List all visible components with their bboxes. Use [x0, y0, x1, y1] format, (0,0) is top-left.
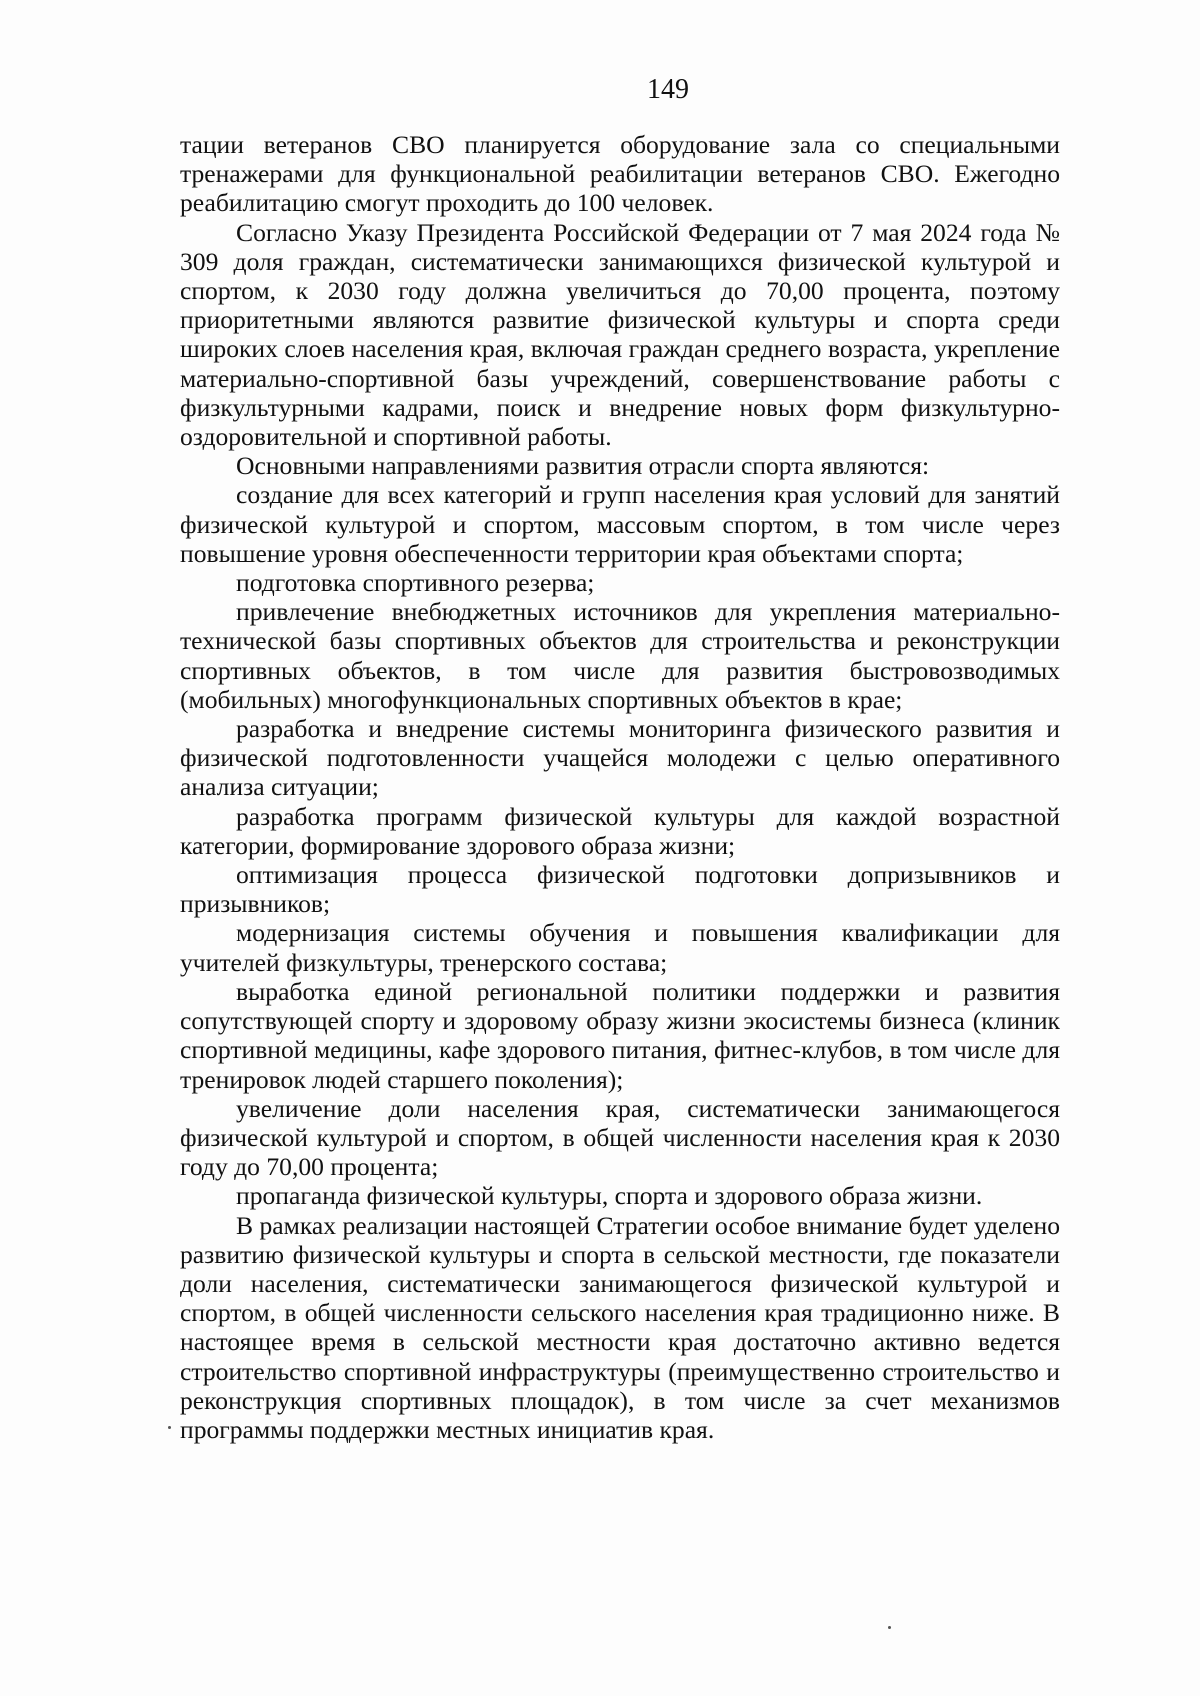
scan-speck: [888, 1626, 891, 1629]
paragraph: В рамках реализации настоящей Стратегии особое внимание будет уделено развитию физической культуры и спорта в сельской местности, где показатели доли населения, систематически занимающегося физической культурой и спортом, в общей численности сельского населения края традиционно ниже. В настоящее время в сельской местности края достаточно активно ведется строительство спортивной инфраструктуры (преимущественно строительство и реконструкция спортивных площадок), в том числе за счет механизмов программы поддержки местных инициатив края.: [180, 1210, 1060, 1444]
list-item: разработка программ физической культуры для каждой возрастной категории, формирование здорового образа жизни;: [180, 801, 1060, 860]
paragraph-continued: тации ветеранов СВО планируется оборудование зала со специальными тренажерами для функциональной реабилитации ветеранов СВО. Ежегодно реабилитацию смогут проходить до 100 человек.: [180, 130, 1060, 218]
list-item: оптимизация процесса физической подготовки допризывников и призывников;: [180, 860, 1060, 919]
list-item: создание для всех категорий и групп населения края условий для занятий физической культурой и спортом, массовым спортом, в том числе через повышение уровня обеспеченности территории края объектами спорта;: [180, 480, 1060, 568]
list-item: пропаганда физической культуры, спорта и здорового образа жизни.: [236, 1181, 983, 1211]
list-item: модернизация системы обучения и повышения квалификации для учителей физкультуры, тренерского состава;: [180, 918, 1060, 977]
list-item: разработка и внедрение системы мониторинга физического развития и физической подготовленности учащейся молодежи с целью оперативного анализа ситуации;: [180, 714, 1060, 802]
document-body: [180, 130, 1060, 1444]
scan-speck: [168, 1426, 171, 1429]
list-item: привлечение внебюджетных источников для укрепления материально-технической базы спортивных объектов для строительства и реконструкции спортивных объектов, в том числе для развития быстровозводимых (мобильных) многофункциональных спортивных объектов в крае;: [180, 597, 1060, 714]
list-intro: Основными направлениями развития отрасли спорта являются:: [236, 451, 930, 481]
list-item: выработка единой региональной политики поддержки и развития сопутствующей спорту и здоровому образу жизни экосистемы бизнеса (клиник спортивной медицины, кафе здорового питания, фитнес-клубов, в том числе для тренировок людей старшего поколения);: [180, 976, 1060, 1094]
list-item: подготовка спортивного резерва;: [236, 568, 595, 598]
page-number: 149: [647, 74, 689, 105]
list-item: увеличение доли населения края, систематически занимающегося физической культурой и спортом, в общей численности населения края к 2030 году до 70,00 процента;: [180, 1093, 1060, 1182]
paragraph: Согласно Указу Президента Российской Федерации от 7 мая 2024 года № 309 доля граждан, систематически занимающихся физической культурой и спортом, к 2030 году должна увеличиться до 70,00 процента, поэтому приоритетными являются развитие физической культуры и спорта среди широких слоев населения края, включая граждан среднего возраста, укрепление материально-спортивной базы учреждений, совершенствование работы с физкультурными кадрами, поиск и внедрение новых форм физкультурно-оздоровительной и спортивной работы.: [180, 217, 1060, 452]
